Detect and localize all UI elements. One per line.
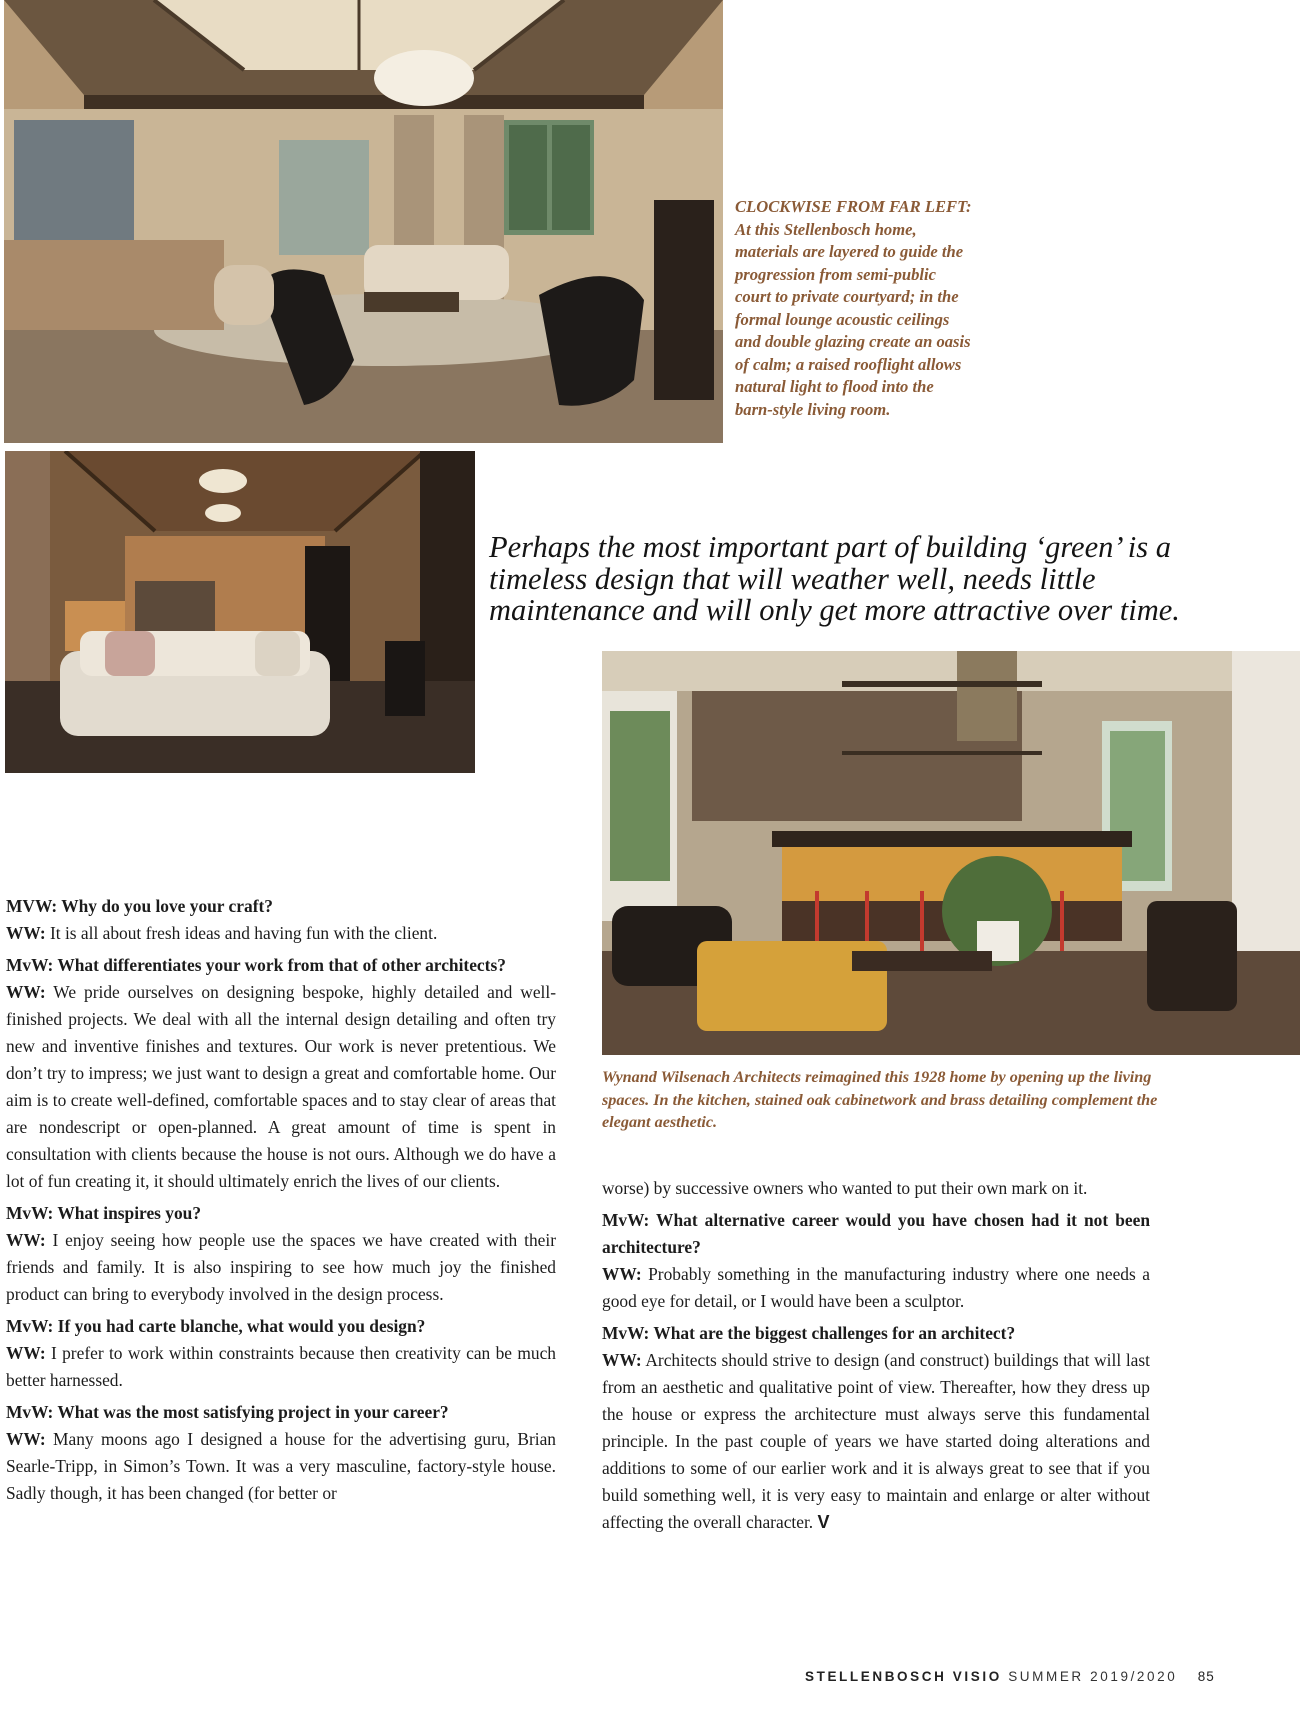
magazine-name: STELLENBOSCH VISIO	[805, 1669, 1002, 1684]
kitchen-photo	[602, 651, 1300, 1055]
question-challenges: MvW: What are the biggest challenges for an architect?	[602, 1323, 1016, 1343]
interview-column-right	[602, 1175, 1150, 1536]
answer-craft	[6, 920, 556, 947]
answer-speaker: WW:	[6, 923, 46, 943]
answer-continuation: worse) by successive owners who wanted to put their own mark on it.	[602, 1178, 1088, 1198]
answer-text: It is all about fresh ideas and having fun with the client.	[45, 923, 438, 943]
lounge-photo	[4, 0, 723, 443]
answer-speaker: WW:	[602, 1350, 642, 1370]
answer-speaker: WW:	[6, 1343, 46, 1363]
living-room-photo-illustration	[5, 451, 475, 773]
photo-caption-top: CLOCKWISE FROM FAR LEFT: At this Stellenbosch home, materials are layered to guide the progression from semi-public court to private courtyard; in the formal lounge acoustic ceilings and double glazing create an oasis of calm; a raised rooflight allows natural light to flood into the barn-style living room.	[735, 197, 972, 419]
answer-text: We pride ourselves on designing bespoke, highly detailed and well-finished projects. We deal with all the internal design detailing and often try new and inventive finishes and textures. Our work is never pretentious. We don’t try to impress; we just want to design a great and comfortable home. Our aim is to create well-defined, comfortable spaces and to stay clear of areas that are nondescript or open-planned. A great amount of time is spent in consultation with clients because the house is not ours. Although we do have a lot of fun creating it, it should ultimately enrich the lives of our clients.	[6, 982, 556, 1191]
answer-alternative-career	[602, 1261, 1150, 1315]
answer-text: Probably something in the manufacturing industry where one needs a good eye for detail, or I would have been a sculptor.	[602, 1264, 1150, 1311]
kitchen-photo-illustration	[602, 651, 1300, 1055]
answer-carte-blanche	[6, 1340, 556, 1394]
question-differentiates: MvW: What differentiates your work from that of other architects?	[6, 955, 506, 975]
answer-text: Architects should strive to design (and construct) buildings that will last from an aesthetic and qualitative point of view. Thereafter, how they dress up the house or express the architecture must always serve this fundamental principle. In the past couple of years we have started doing alterations and additions to some of our earlier work and it is always great to see that if you build something well, it is very easy to maintain and enlarge or alter without affecting the overall character.	[602, 1350, 1150, 1532]
interview-column-left	[6, 893, 556, 1507]
living-room-photo	[5, 451, 475, 773]
page-number: 85	[1197, 1669, 1215, 1684]
question-carte-blanche: MvW: If you had carte blanche, what would you design?	[6, 1316, 426, 1336]
question-craft: MVW: Why do you love your craft?	[6, 896, 273, 916]
page-footer	[805, 1669, 1225, 1684]
answer-text: I prefer to work within constraints because then creativity can be much better harnessed.	[6, 1343, 556, 1390]
pull-quote: Perhaps the most important part of building ‘green’ is a timeless design that will weather well, needs little maintenance and will only get more attractive over time.	[489, 530, 1180, 627]
answer-challenges	[602, 1347, 1150, 1536]
lounge-photo-illustration	[4, 0, 723, 443]
question-alternative-career: MvW: What alternative career would you have chosen had it not been architecture?	[602, 1210, 1150, 1257]
question-satisfying-project: MvW: What was the most satisfying project in your career?	[6, 1402, 449, 1422]
answer-speaker: WW:	[602, 1264, 642, 1284]
end-mark-icon: V	[817, 1512, 830, 1532]
answer-inspires	[6, 1227, 556, 1308]
answer-speaker: WW:	[6, 1429, 46, 1449]
photo-caption-kitchen: Wynand Wilsenach Architects reimagined this 1928 home by opening up the living spaces. In the kitchen, stained oak cabinetwork and brass detailing complement the elegant aesthetic.	[602, 1068, 1158, 1131]
issue-label: SUMMER 2019/2020	[1008, 1669, 1178, 1684]
answer-text: Many moons ago I designed a house for the advertising guru, Brian Searle-Tripp, in Simon’s Town. It was a very masculine, factory-style house. Sadly though, it has been changed (for better or	[6, 1429, 556, 1503]
answer-text: I enjoy seeing how people use the spaces we have created with their friends and family. It is also inspiring to see how much joy the finished product can bring to everybody involved in the design process.	[6, 1230, 556, 1304]
answer-speaker: WW:	[6, 1230, 46, 1250]
answer-satisfying-project	[6, 1426, 556, 1507]
answer-differentiates	[6, 979, 556, 1195]
question-inspires: MvW: What inspires you?	[6, 1203, 202, 1223]
answer-speaker: WW:	[6, 982, 46, 1002]
